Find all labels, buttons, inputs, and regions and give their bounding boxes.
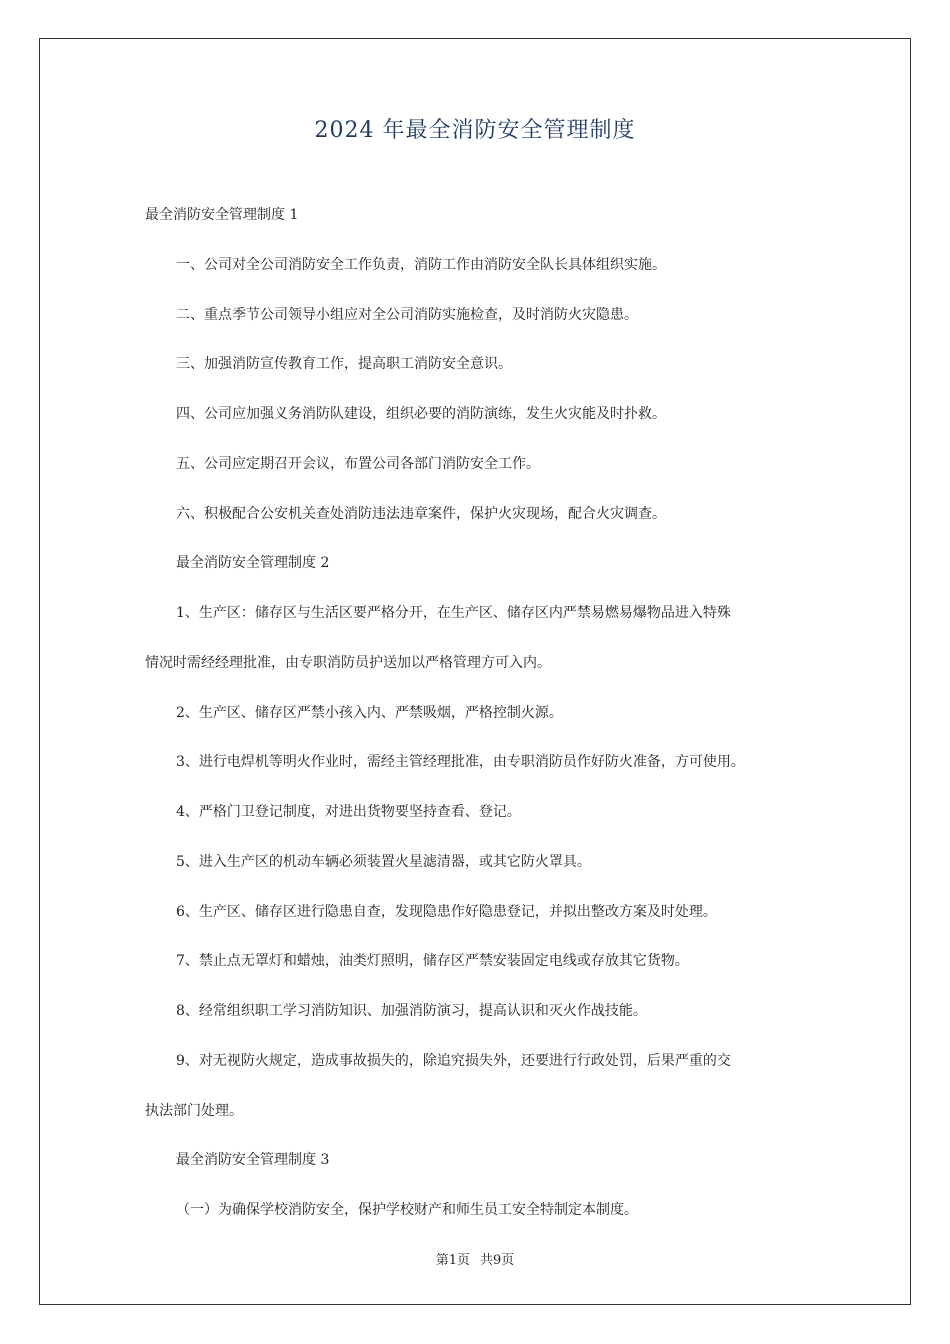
paragraph-1-1: 一、公司对全公司消防安全工作负责，消防工作由消防安全队长具体组织实施。 bbox=[176, 257, 666, 273]
paragraph-2-9: 9、对无视防火规定，造成事故损失的，除追究损失外，还要进行行政处罚，后果严重的交 bbox=[176, 1053, 731, 1069]
paragraph-3-1: （一）为确保学校消防安全，保护学校财产和师生员工安全特制定本制度。 bbox=[176, 1202, 638, 1218]
paragraph-1-6: 六、积极配合公安机关查处消防违法违章案件，保护火灾现场，配合火灾调查。 bbox=[176, 506, 666, 522]
page-number: 第1页 bbox=[435, 1253, 470, 1268]
paragraph-1-2: 二、重点季节公司领导小组应对全公司消防实施检查，及时消防火灾隐患。 bbox=[176, 307, 638, 323]
paragraph-2-8: 8、经常组织职工学习消防知识、加强消防演习，提高认识和灭火作战技能。 bbox=[176, 1003, 647, 1019]
paragraph-2-1-cont: 情况时需经经理批准，由专职消防员护送加以严格管理方可入内。 bbox=[145, 655, 551, 671]
section-heading-1: 最全消防安全管理制度 1 bbox=[145, 207, 299, 223]
paragraph-2-3: 3、进行电焊机等明火作业时，需经主管经理批准，由专职消防员作好防火准备，方可使用。 bbox=[176, 754, 745, 770]
paragraph-2-6: 6、生产区、储存区进行隐患自查，发现隐患作好隐患登记，并拟出整改方案及时处理。 bbox=[176, 904, 717, 920]
paragraph-2-2: 2、生产区、储存区严禁小孩入内、严禁吸烟，严格控制火源。 bbox=[176, 705, 563, 721]
section-heading-3: 最全消防安全管理制度 3 bbox=[176, 1152, 330, 1168]
section-heading-2: 最全消防安全管理制度 2 bbox=[176, 555, 330, 571]
paragraph-1-3: 三、加强消防宣传教育工作，提高职工消防安全意识。 bbox=[176, 356, 512, 372]
paragraph-1-5: 五、公司应定期召开会议，布置公司各部门消防安全工作。 bbox=[176, 456, 540, 472]
paragraph-2-7: 7、禁止点无罩灯和蜡烛，油类灯照明，储存区严禁安装固定电线或存放其它货物。 bbox=[176, 953, 689, 969]
paragraph-2-5: 5、进入生产区的机动车辆必须装置火星滤清器，或其它防火罩具。 bbox=[176, 854, 591, 870]
total-pages: 共9页 bbox=[480, 1253, 515, 1268]
paragraph-2-9-cont: 执法部门处理。 bbox=[145, 1103, 243, 1119]
page-footer bbox=[0, 1249, 950, 1268]
paragraph-1-4: 四、公司应加强义务消防队建设，组织必要的消防演练，发生火灾能及时扑救。 bbox=[176, 406, 666, 422]
document-title: 2024 年最全消防安全管理制度 bbox=[314, 118, 636, 143]
paragraph-2-1: 1、生产区：储存区与生活区要严格分开，在生产区、储存区内严禁易燃易爆物品进入特殊 bbox=[176, 605, 731, 621]
paragraph-2-4: 4、严格门卫登记制度，对进出货物要坚持查看、登记。 bbox=[176, 804, 521, 820]
